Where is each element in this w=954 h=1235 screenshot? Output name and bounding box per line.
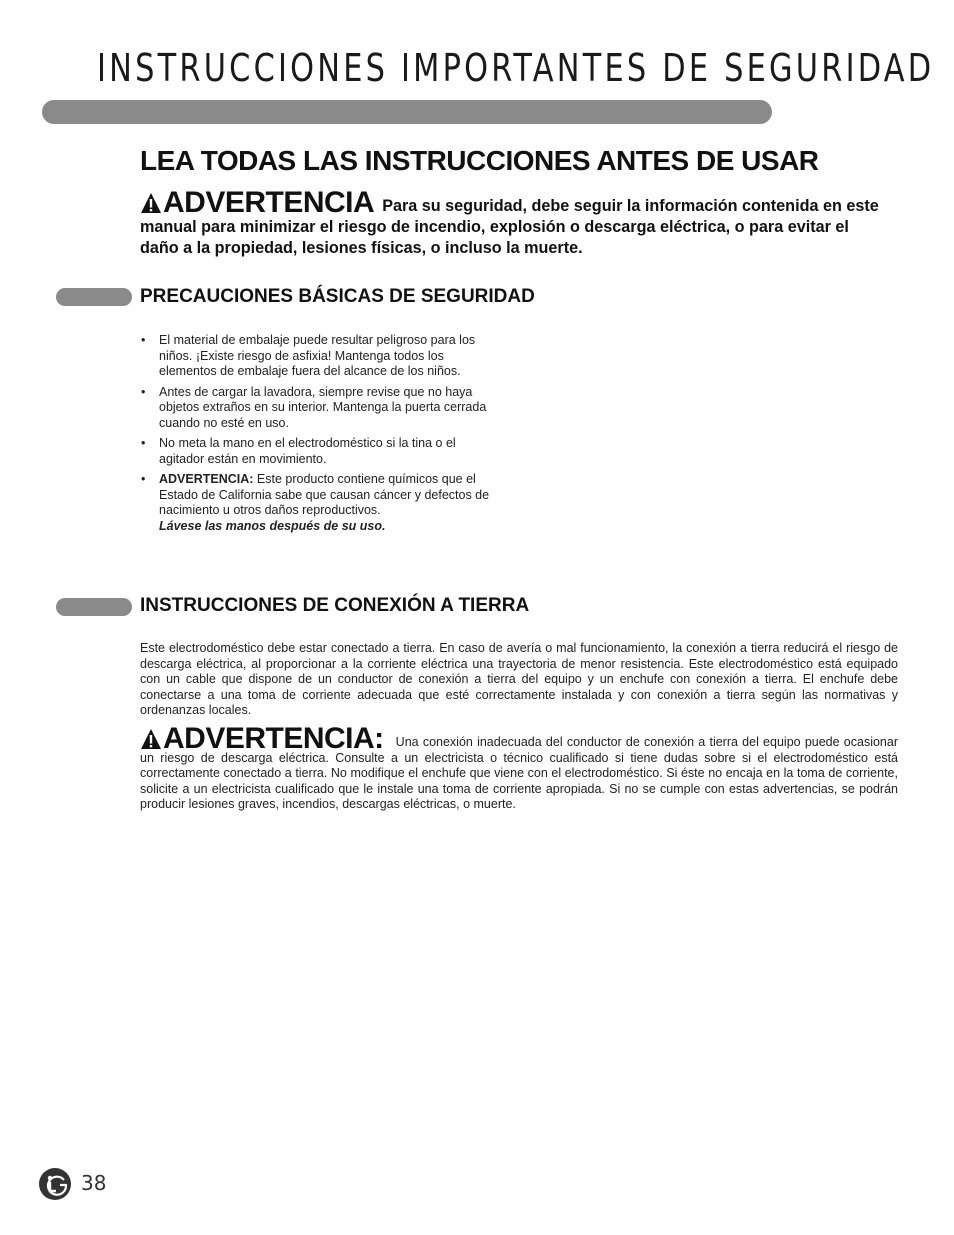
grounding-warning <box>140 722 898 813</box>
grounding-paragraph: Este electrodoméstico debe estar conectado a tierra. En caso de avería o mal funcionamiento, la conexión a tierra reducirá el riesgo de descarga eléctrica, al proporcionar a la corriente eléctrica una trayectoria de menor resistencia. Este electrodoméstico está equipado con un cable que dispone de un conductor de conexión a tierra del equipo y un enchufe con conexión a tierra. El enchufe debe conectarse a una toma de corriente adecuada que esté correctamente instalada y con conexión a tierra según las normativas y ordenanzas locales. <box>140 641 898 718</box>
bullet-warning-label: ADVERTENCIA: <box>159 472 254 486</box>
warning-block <box>140 186 880 259</box>
grounding-warning-label: ADVERTENCIA: <box>163 722 384 755</box>
grounding-warning-text: Una conexión inadecuada del conductor de conexión a tierra del equipo puede ocasionar un riesgo de descarga eléctrica. Consulte a un electricista o técnico cualificado si tiene dudas sobre si el electrodoméstico está correctamente conectado a tierra. No modifique el enchufe que viene con el electrodoméstico. Si éste no encaja en la toma de corriente, solicite a un electricista cualificado que le instale una toma de corriente apropiada. Si no se cumple con estas advertencias, se podrán producir lesiones graves, incendios, descargas eléctricas, o muerte. <box>140 735 898 812</box>
warning-triangle-icon <box>140 728 162 750</box>
page-title: INSTRUCCIONES IMPORTANTES DE SEGURIDAD <box>97 46 935 90</box>
bullet-warning-emphasis: Lávese las manos después de su uso. <box>159 518 386 533</box>
section-marker-basic <box>56 288 132 306</box>
list-item: • No meta la mano en el electrodoméstico si la tina o el agitador están en movimiento. <box>140 436 495 467</box>
list-item: • El material de embalaje puede resultar peligroso para los niños. ¡Existe riesgo de asfixia! Mantenga todos los elementos de embalaje fuera del alcance de los niños. <box>140 333 495 380</box>
safety-bullet-list <box>140 333 495 539</box>
section-title-basic: PRECAUCIONES BÁSICAS DE SEGURIDAD <box>140 286 535 307</box>
list-item <box>140 472 495 534</box>
lg-logo-icon <box>38 1167 72 1201</box>
warning-title <box>140 186 374 219</box>
bullet-warning-text: Este producto contiene químicos que el Estado de California sabe que causan cáncer y defectos de nacimiento u otros daños reproductivos. <box>159 472 490 517</box>
page-number: 38 <box>81 1171 107 1195</box>
warning-label: ADVERTENCIA <box>163 186 375 219</box>
warning-text: Para su seguridad, debe seguir la información contenida en este manual para minimizar el riesgo de incendio, explosión o descarga eléctrica, o para evitar el daño a la propiedad, lesiones físicas, o incluso la muerte. <box>140 197 879 257</box>
list-item: • Antes de cargar la lavadora, siempre revise que no haya objetos extraños en su interior. Mantenga la puerta cerrada cuando no esté en uso. <box>140 385 495 432</box>
section-marker-ground <box>56 598 132 616</box>
section-title-ground: INSTRUCCIONES DE CONEXIÓN A TIERRA <box>140 595 530 616</box>
title-divider-bar <box>42 100 772 124</box>
main-heading: LEA TODAS LAS INSTRUCCIONES ANTES DE USAR <box>140 145 819 176</box>
warning-triangle-icon <box>140 192 162 214</box>
